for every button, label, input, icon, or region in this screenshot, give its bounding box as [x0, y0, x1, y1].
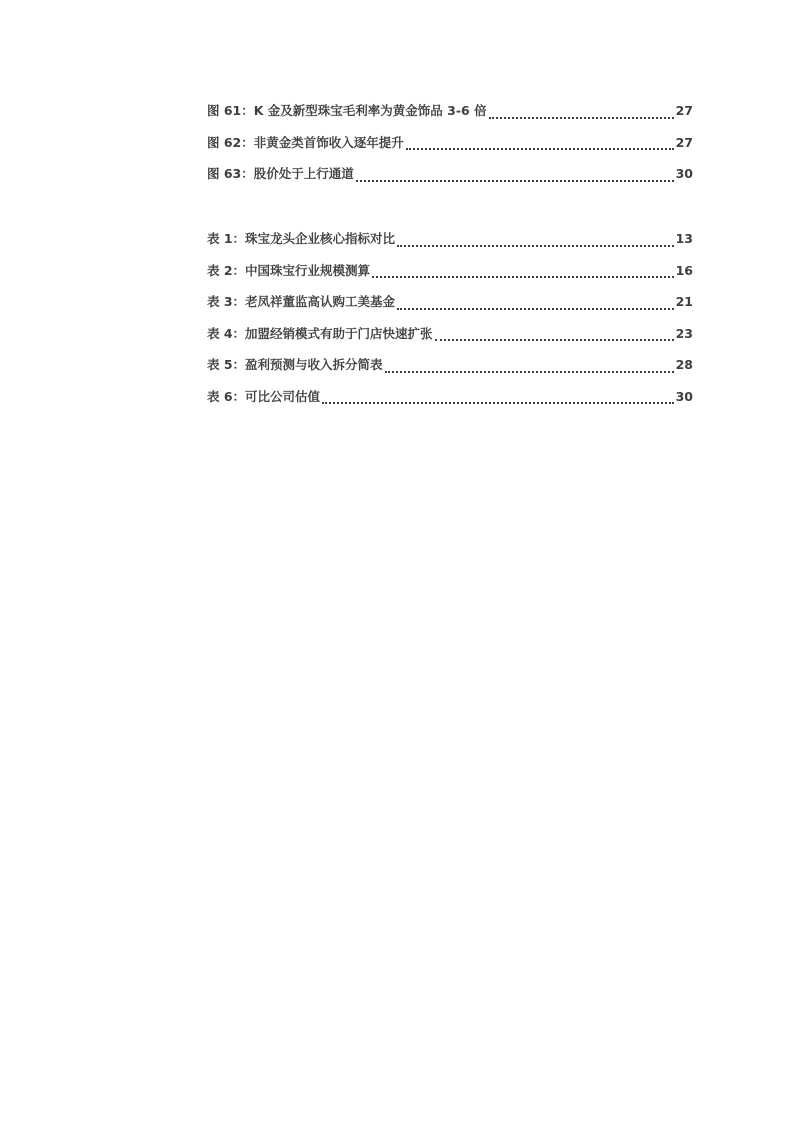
toc-entry-label: 表 5：盈利预测与收入拆分简表: [207, 357, 383, 372]
dot-leader: [406, 148, 674, 150]
toc-entry-label: 表 6：可比公司估值: [207, 388, 321, 404]
toc-entry-page: 16: [675, 262, 693, 278]
toc-entry-page: 27: [675, 103, 693, 118]
toc-entry-page: 27: [675, 134, 693, 150]
toc-entry-page: 23: [675, 325, 693, 341]
toc-entry-page: 30: [675, 388, 693, 404]
dot-leader: [397, 308, 674, 310]
toc-entry-label: 表 4：加盟经销模式有助于门店快速扩张: [207, 325, 433, 341]
toc-entry-page: 21: [675, 294, 693, 309]
dot-leader: [385, 371, 674, 373]
figures-toc-list: [207, 101, 693, 196]
dot-leader: [397, 245, 674, 247]
toc-entry-label: 图 62：非黄金类首饰收入逐年提升: [207, 134, 404, 150]
toc-entry-table-4[interactable]: [207, 324, 693, 356]
toc-entry-page: 30: [675, 166, 693, 181]
tables-toc-list: [207, 229, 693, 418]
toc-entry-table-1[interactable]: [207, 229, 693, 261]
toc-entry-table-3[interactable]: [207, 292, 693, 324]
toc-entry-table-6[interactable]: [207, 387, 693, 419]
dot-leader: [322, 402, 674, 404]
toc-entry-table-2[interactable]: [207, 261, 693, 293]
toc-entry-page: 13: [675, 231, 693, 246]
dot-leader: [372, 276, 674, 278]
toc-entry-page: 28: [675, 357, 693, 372]
dot-leader: [435, 339, 674, 341]
toc-entry-label: 表 1：珠宝龙头企业核心指标对比: [207, 231, 396, 246]
toc-entry-label: 图 61：K 金及新型珠宝毛利率为黄金饰品 3-6 倍: [207, 103, 487, 118]
toc-entry-figure-61[interactable]: [207, 101, 693, 133]
toc-entry-label: 表 2：中国珠宝行业规模测算: [207, 262, 371, 278]
toc-entry-table-5[interactable]: [207, 355, 693, 387]
dot-leader: [356, 180, 674, 182]
toc-entry-figure-62[interactable]: [207, 133, 693, 165]
dot-leader: [489, 117, 674, 119]
toc-entry-label: 表 3：老凤祥董监高认购工美基金: [207, 294, 396, 309]
toc-entry-label: 图 63：股价处于上行通道: [207, 166, 354, 181]
toc-entry-figure-63[interactable]: [207, 164, 693, 196]
